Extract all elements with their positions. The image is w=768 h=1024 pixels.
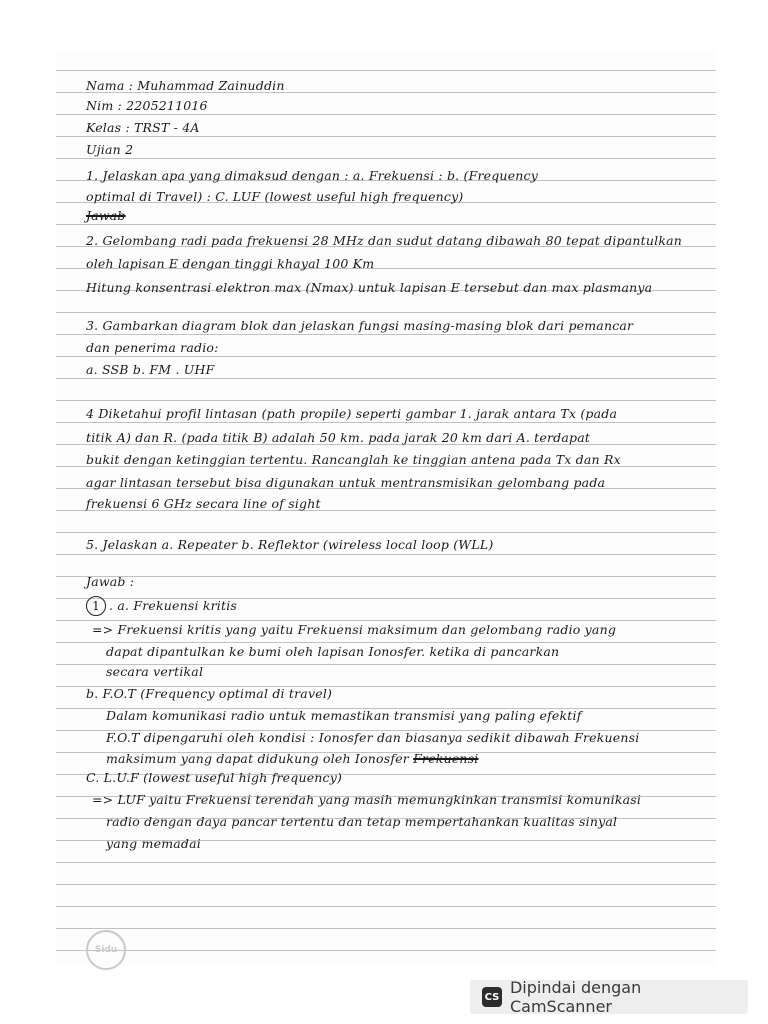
answer-c-title: C. L.U.F (lowest useful high frequency) <box>86 770 343 785</box>
answer-a-line: dapat dipantulkan ke bumi oleh lapisan Ionosfer. ketika di pancarkan <box>106 644 560 659</box>
ruled-line <box>56 884 716 885</box>
question-line: a. SSB b. FM . UHF <box>86 362 215 377</box>
ruled-line <box>56 532 716 533</box>
answer-b-line: F.O.T dipengaruhi oleh kondisi : Ionosfer dan biasanya sedikit dibawah Frekuensi <box>106 730 640 745</box>
notebook-page <box>56 50 716 965</box>
answer-a-title <box>86 596 237 616</box>
question-line: agar lintasan tersebut bisa digunakan untuk mentransmisikan gelombang pada <box>86 475 606 490</box>
answer-b-line: Dalam komunikasi radio untuk memastikan transmisi yang paling efektif <box>106 708 582 723</box>
question-line: Hitung konsentrasi elektron max (Nmax) untuk lapisan E tersebut dan max plasmanya <box>86 280 653 295</box>
ruled-line <box>56 136 716 137</box>
ruled-line <box>56 950 716 951</box>
question-line: dan penerima radio: <box>86 340 219 355</box>
ruled-line <box>56 928 716 929</box>
ruled-line <box>56 334 716 335</box>
answer-b-line <box>106 751 479 766</box>
header-nim: Nim : 2205211016 <box>86 98 208 113</box>
camscanner-badge <box>470 980 748 1014</box>
ruled-line <box>56 114 716 115</box>
camscanner-icon: CS <box>482 987 502 1007</box>
header-ujian: Ujian 2 <box>86 142 134 157</box>
answer-c-line: => LUF yaitu Frekuensi terendah yang masih memungkinkan transmisi komunikasi <box>92 792 642 807</box>
answer-c-line: radio dengan daya pancar tertentu dan tetap mempertahankan kualitas sinyal <box>106 814 618 829</box>
ruled-line <box>56 576 716 577</box>
header-nama: Nama : Muhammad Zainuddin <box>86 78 285 93</box>
camscanner-label: Dipindai dengan CamScanner <box>509 978 642 1016</box>
ruled-line <box>56 400 716 401</box>
question-line: 2. Gelombang radi pada frekuensi 28 MHz dan sudut datang dibawah 80 tepat dipantulkan <box>86 233 682 248</box>
answer-b-title: b. F.O.T (Frequency optimal di travel) <box>86 686 333 701</box>
ruled-line <box>56 862 716 863</box>
question-line: 4 Diketahui profil lintasan (path propile) seperti gambar 1. jarak antara Tx (pada <box>86 406 618 421</box>
answer-b-text: maksimum yang dapat didukung oleh Ionosfer <box>106 751 409 766</box>
answer-number-circle: 1 <box>86 596 106 616</box>
question-line: 3. Gambarkan diagram blok dan jelaskan fungsi masing-masing blok dari pemancar <box>86 318 634 333</box>
answer-a-label: . a. Frekuensi kritis <box>109 598 238 613</box>
ruled-line <box>56 906 716 907</box>
struck-text: Jawab <box>86 208 126 223</box>
ruled-line <box>56 158 716 159</box>
ruled-line <box>56 554 716 555</box>
ruled-line <box>56 70 716 71</box>
ruled-line <box>56 378 716 379</box>
struck-text: Frekuensi <box>413 751 479 766</box>
ruled-line <box>56 642 716 643</box>
question-line: titik A) dan R. (pada titik B) adalah 50 km. pada jarak 20 km dari A. terdapat <box>86 430 591 445</box>
ruled-line <box>56 224 716 225</box>
ruled-line <box>56 620 716 621</box>
ruled-line <box>56 356 716 357</box>
question-line: 5. Jelaskan a. Repeater b. Reflektor (wireless local loop (WLL) <box>86 537 494 552</box>
question-line: bukit dengan ketinggian tertentu. Rancanglah ke tinggian antena pada Tx dan Rx <box>86 452 621 467</box>
question-line: 1. Jelaskan apa yang dimaksud dengan : a. Frekuensi : b. (Frequency <box>86 168 538 183</box>
question-line: oleh lapisan E dengan tinggi khayal 100 Km <box>86 256 375 271</box>
answer-a-line: secara vertikal <box>106 664 204 679</box>
question-line: optimal di Travel) : C. LUF (lowest useful high frequency) <box>86 189 464 204</box>
ruled-line <box>56 312 716 313</box>
header-kelas: Kelas : TRST - 4A <box>86 120 200 135</box>
sidu-watermark-logo: Sidu <box>86 930 126 970</box>
question-line: frekuensi 6 GHz secara line of sight <box>86 496 321 511</box>
answer-a-line: => Frekuensi kritis yang yaitu Frekuensi maksimum dan gelombang radio yang <box>92 622 617 637</box>
ruled-line <box>56 422 716 423</box>
answer-c-line: yang memadai <box>106 836 201 851</box>
answer-heading: Jawab : <box>86 574 135 589</box>
